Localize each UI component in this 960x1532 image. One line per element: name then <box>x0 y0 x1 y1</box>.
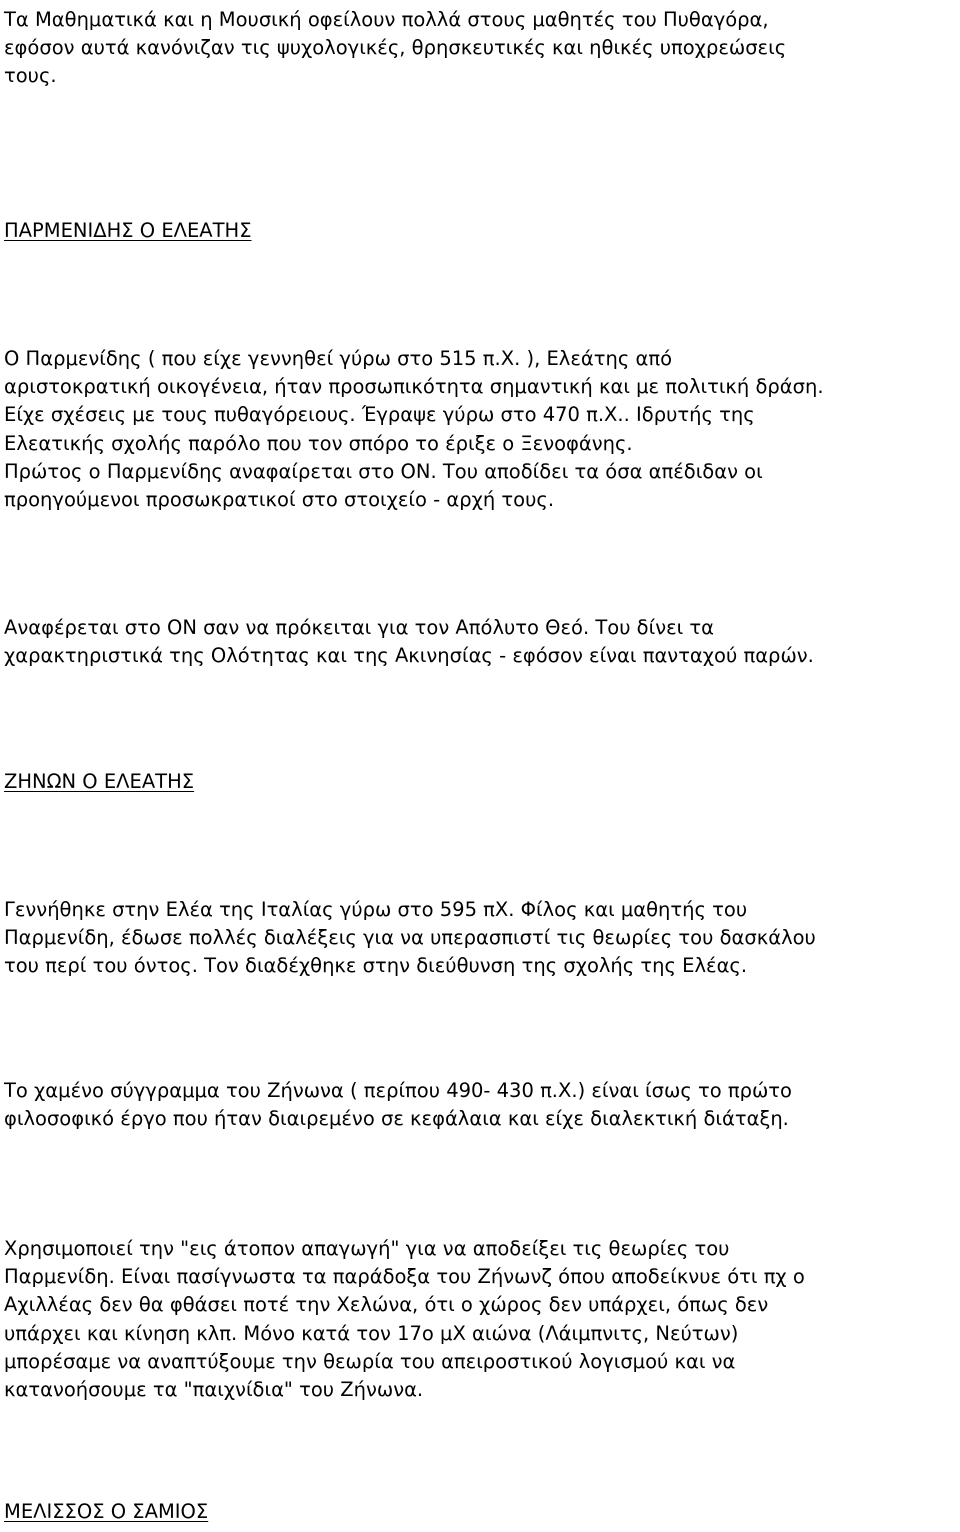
zeno-paragraph-1 <box>4 896 956 981</box>
parmenides-paragraph-2 <box>4 614 956 670</box>
text-line: Ο Παρμενίδης ( που είχε γεννηθεί γύρω στο 515 π.Χ. ), Ελεάτης από <box>4 347 672 370</box>
melissos-heading-block <box>4 1498 956 1526</box>
zeno-paragraph-2 <box>4 1077 956 1133</box>
text-line: Ελεατικής σχολής παρόλο που τον σπόρο το έριξε ο Ξενοφάνης. <box>4 431 633 455</box>
text-line: Παρμενίδη, έδωσε πολλές διαλέξεις για να υπερασπιστί τις θεωρίες του δασκάλου <box>4 926 816 950</box>
intro-paragraph <box>4 6 956 91</box>
text-line: αριστοκρατική οικογένεια, ήταν προσωπικότητα σημαντική και με πολιτική δράση. <box>4 375 824 399</box>
zeno-heading-block <box>4 768 956 796</box>
text-line: του περί του όντος. Τον διαδέχθηκε στην διεύθυνση της σχολής της Ελέας. <box>4 954 748 978</box>
text-line: προηγούμενοι προσωκρατικοί στο στοιχείο - αρχή τους. <box>4 487 555 511</box>
parmenides-heading-block <box>4 217 956 245</box>
text-line: Αχιλλέας δεν θα φθάσει ποτέ την Χελώνα, ότι ο χώρος δεν υπάρχει, όπως δεν <box>4 1293 769 1317</box>
section-heading-zeno: ΖΗΝΩΝ Ο ΕΛΕΑΤΗΣ <box>4 770 195 793</box>
parmenides-paragraph-1 <box>4 345 956 514</box>
text-line: Χρησιμοποιεί την "εις άτοπον απαγωγή" για να αποδείξει τις θεωρίες του <box>4 1237 730 1260</box>
text-line: Πρώτος ο Παρμενίδης αναφαίρεται στο ΟΝ. Του αποδίδει τα όσα απέδιδαν οι <box>4 459 763 483</box>
text-line: μπορέσαμε να αναπτύξουμε την θεωρία του απειροστικού λογισμού και να <box>4 1349 736 1373</box>
text-line: χαρακτηριστικά της Ολότητας και της Ακινησίας - εφόσον είναι πανταχού παρών. <box>4 644 814 668</box>
text-line: κατανοήσουμε τα "παιχνίδια" του Ζήνωνα. <box>4 1377 424 1401</box>
text-line: Αναφέρεται στο ΟΝ σαν να πρόκειται για τον Απόλυτο Θεό. Του δίνει τα <box>4 616 715 639</box>
text-line: Τα Μαθηματικά και η Μουσική οφείλουν πολλά στους μαθητές του Πυθαγόρα, <box>4 8 769 31</box>
section-heading-melissos: ΜΕΛΙΣΣΟΣ Ο ΣΑΜΙΟΣ <box>4 1500 209 1523</box>
text-line: Γεννήθηκε στην Ελέα της Ιταλίας γύρω στο 595 πΧ. Φίλος και μαθητής του <box>4 898 748 921</box>
text-line: υπάρχει και κίνηση κλπ. Μόνο κατά τον 17ο μΧ αιώνα (Λάιμπνιτς, Νεύτων) <box>4 1321 739 1345</box>
section-heading-parmenides: ΠΑΡΜΕΝΙΔΗΣ Ο ΕΛΕΑΤΗΣ <box>4 219 252 242</box>
text-line: Το χαμένο σύγγραμμα του Ζήνωνα ( περίπου 490- 430 π.Χ.) είναι ίσως το πρώτο <box>4 1079 792 1102</box>
text-line: τους. <box>4 64 57 88</box>
zeno-paragraph-3 <box>4 1235 956 1404</box>
text-line: Παρμενίδη. Είναι πασίγνωστα τα παράδοξα του Ζήνωνζ όπου αποδείκνυε ότι πχ ο <box>4 1265 805 1289</box>
text-line: φιλοσοφικό έργο που ήταν διαιρεμένο σε κεφάλαια και είχε διαλεκτική διάταξη. <box>4 1107 789 1131</box>
text-line: εφόσον αυτά κανόνιζαν τις ψυχολογικές, θρησκευτικές και ηθικές υποχρεώσεις <box>4 36 787 60</box>
text-line: Είχε σχέσεις με τους πυθαγόρειους. Έγραψε γύρω στο 470 π.Χ.. Ιδρυτής της <box>4 403 755 427</box>
